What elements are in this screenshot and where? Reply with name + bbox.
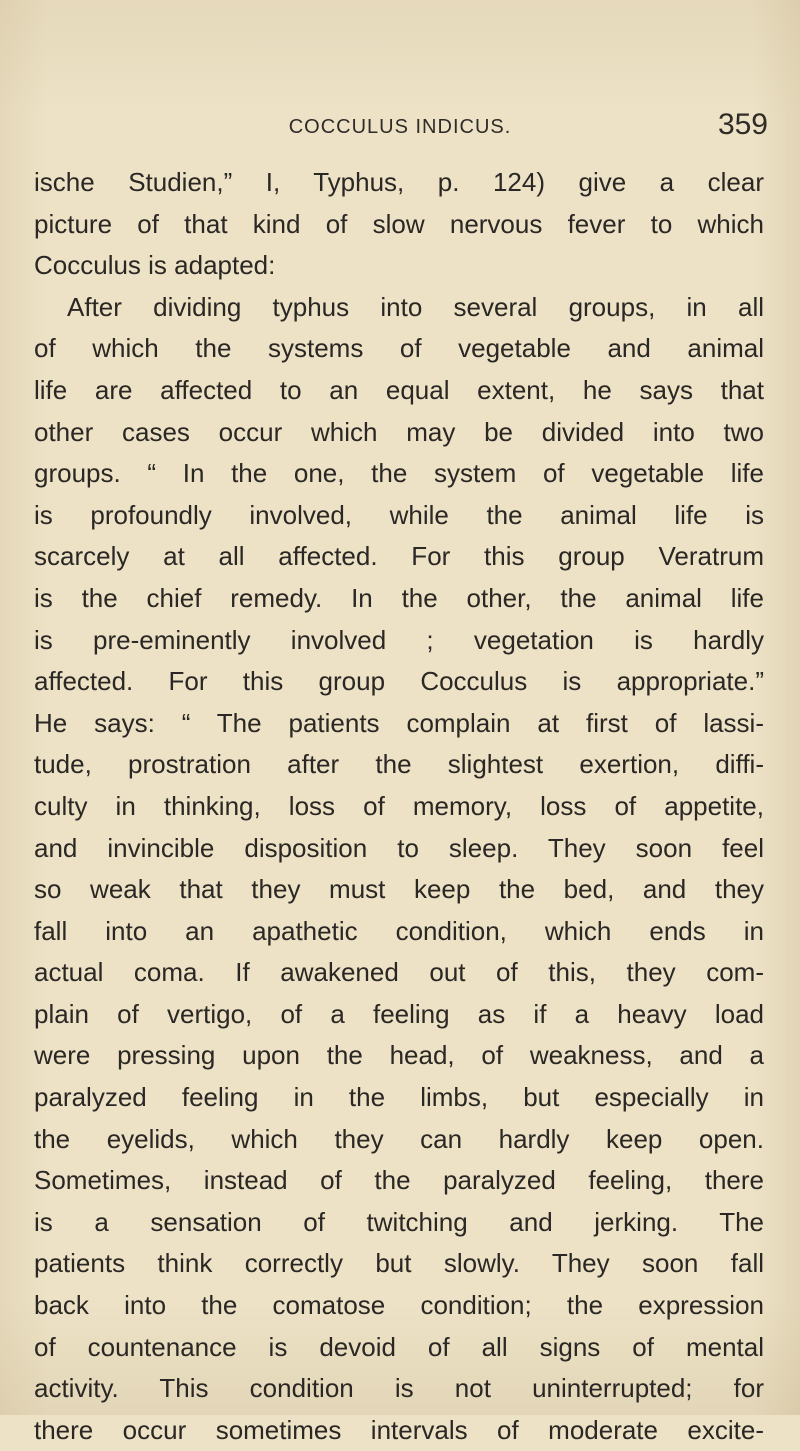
text-line: there occur sometimes intervals of moderate excite-	[34, 1414, 764, 1445]
text-line: ische Studien,” I, Typhus, p. 124) give a clear	[34, 167, 764, 197]
page-number: 359	[717, 108, 768, 141]
text-line: of which the systems of vegetable and animal	[34, 333, 764, 364]
text-line: back into the comatose condition; the expression	[34, 1290, 764, 1321]
text-line: fall into an apathetic condition, which ends in	[34, 915, 764, 946]
text-line: of countenance is devoid of all signs of mental	[34, 1331, 764, 1362]
text-line: so weak that they must keep the bed, and they	[34, 874, 764, 905]
text-line: He says: “ The patients complain at first of lassi-	[34, 707, 764, 738]
text-line: life are affected to an equal extent, he says that	[34, 374, 764, 405]
text-line: is pre-eminently involved ; vegetation is hardly	[34, 624, 764, 655]
text-line: scarcely at all affected. For this group Veratrum	[34, 541, 764, 572]
text-line: the eyelids, which they can hardly keep open.	[34, 1123, 764, 1154]
text-line: picture of that kind of slow nervous fever to which	[34, 208, 764, 239]
text-line: paralyzed feeling in the limbs, but especially in	[34, 1082, 764, 1113]
text-line: is the chief remedy. In the other, the animal life	[34, 582, 764, 613]
text-line: actual coma. If awakened out of this, they com-	[34, 957, 764, 988]
page-header	[30, 108, 770, 148]
text-line: culty in thinking, loss of memory, loss of appetite,	[34, 790, 764, 821]
text-line: other cases occur which may be divided into two	[34, 416, 764, 447]
text-line: Sometimes, instead of the paralyzed feeling, there	[34, 1165, 764, 1196]
text-line: tude, prostration after the slightest exertion, diffi-	[34, 749, 764, 780]
text-line: groups. “ In the one, the system of vegetable life	[34, 458, 764, 489]
text-line: affected. For this group Cocculus is appropriate.”	[34, 666, 764, 697]
text-line: were pressing upon the head, of weakness, and a	[34, 1040, 764, 1071]
text-line: patients think correctly but slowly. They soon fall	[34, 1248, 764, 1279]
text-line: is profoundly involved, while the animal life is	[34, 499, 764, 530]
text-line: is a sensation of twitching and jerking. The	[34, 1206, 764, 1237]
text-line: Cocculus is adapted:	[34, 250, 276, 281]
text-line: and invincible disposition to sleep. They soon feel	[34, 832, 764, 863]
text-line: plain of vertigo, of a feeling as if a heavy load	[34, 998, 764, 1029]
running-title: COCCULUS INDICUS.	[288, 116, 512, 138]
body-text	[34, 162, 764, 1451]
text-line: activity. This condition is not uninterrupted; for	[34, 1373, 764, 1404]
text-line: After dividing typhus into several groups, in all	[67, 291, 764, 322]
